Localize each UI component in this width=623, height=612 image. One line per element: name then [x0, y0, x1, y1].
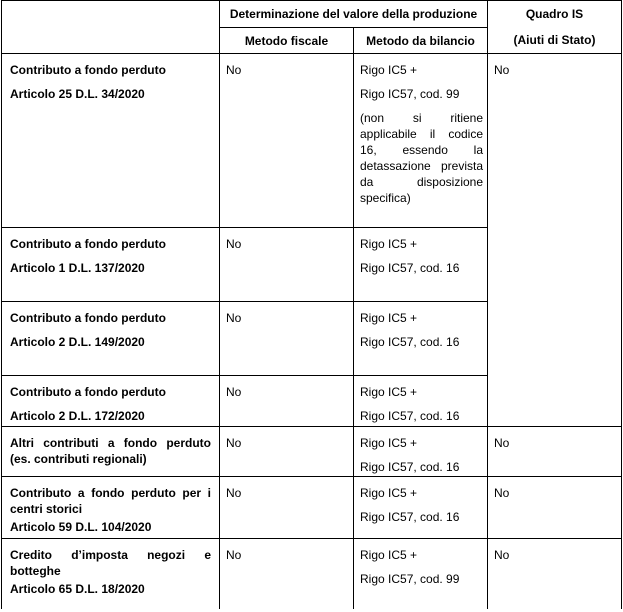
subject-cell — [2, 54, 220, 228]
header-quadro-line2: (Aiuti di Stato) — [488, 28, 622, 54]
bilancio-line1: Rigo IC5 + — [360, 548, 418, 562]
metodo-bilancio-cell — [354, 477, 488, 539]
bilancio-line2: Rigo IC57, cod. 16 — [360, 510, 460, 524]
subject-title: Contributo a fondo perduto — [10, 385, 166, 399]
metodo-fiscale-value: No — [226, 311, 242, 325]
header-metodo-fiscale: Metodo fiscale — [220, 28, 354, 54]
table-row — [2, 477, 622, 539]
subject-title: Contributo a fondo perduto — [10, 237, 166, 251]
quadro-is-value: No — [494, 436, 510, 450]
quadro-is-cell — [488, 54, 622, 427]
subject-law-ref: Articolo 59 D.L. 104/2020 — [10, 520, 152, 534]
header-metodo-bilancio: Metodo da bilancio — [354, 28, 488, 54]
header-quadro-line1: Quadro IS — [488, 1, 622, 28]
table-row — [2, 54, 622, 228]
metodo-fiscale-cell — [220, 477, 354, 539]
table-row — [2, 427, 622, 477]
bilancio-line1: Rigo IC5 + — [360, 486, 418, 500]
bilancio-line1: Rigo IC5 + — [360, 436, 418, 450]
quadro-is-cell — [488, 427, 622, 477]
metodo-bilancio-cell — [354, 376, 488, 427]
metodo-fiscale-value: No — [226, 63, 242, 77]
bilancio-line2: Rigo IC57, cod. 99 — [360, 572, 460, 586]
bilancio-line1: Rigo IC5 + — [360, 385, 418, 399]
subject-title: Altri contributi a fondo perduto (es. contributi regionali) — [10, 436, 211, 466]
bilancio-line1: Rigo IC5 + — [360, 237, 418, 251]
metodo-fiscale-value: No — [226, 385, 242, 399]
subject-title: Credito d’imposta negozi e botteghe — [10, 548, 211, 578]
subject-title: Contributo a fondo perduto — [10, 63, 166, 77]
subject-law-ref: Articolo 25 D.L. 34/2020 — [10, 87, 145, 101]
metodo-fiscale-cell — [220, 54, 354, 228]
metodo-fiscale-cell — [220, 427, 354, 477]
metodo-bilancio-cell — [354, 54, 488, 228]
bilancio-line2: Rigo IC57, cod. 16 — [360, 409, 460, 423]
subject-law-ref: Articolo 2 D.L. 149/2020 — [10, 335, 145, 349]
subject-cell — [2, 539, 220, 609]
quadro-is-value: No — [494, 63, 510, 77]
metodo-fiscale-cell — [220, 539, 354, 609]
metodo-bilancio-cell — [354, 539, 488, 609]
subject-title: Contributo a fondo perduto per i centri storici — [10, 486, 211, 516]
subject-title: Contributo a fondo perduto — [10, 311, 166, 325]
bilancio-line1: Rigo IC5 + — [360, 311, 418, 325]
metodo-fiscale-value: No — [226, 237, 242, 251]
bilancio-note: (non si ritiene applicabile il codice 16, essendo la detassazione prevista da disposizione specifica) — [360, 111, 484, 205]
subject-law-ref: Articolo 1 D.L. 137/2020 — [10, 261, 145, 275]
subject-cell — [2, 477, 220, 539]
quadro-is-cell — [488, 477, 622, 539]
subject-cell — [2, 302, 220, 376]
metodo-fiscale-cell — [220, 302, 354, 376]
quadro-is-cell — [488, 539, 622, 609]
subject-cell — [2, 427, 220, 477]
quadro-is-value: No — [494, 548, 510, 562]
subject-law-ref: Articolo 65 D.L. 18/2020 — [10, 582, 145, 596]
header-empty-cell — [2, 1, 220, 28]
subject-law-ref: Articolo 2 D.L. 172/2020 — [10, 409, 145, 423]
metodo-fiscale-value: No — [226, 548, 242, 562]
bilancio-line2: Rigo IC57, cod. 16 — [360, 261, 460, 275]
bilancio-line2: Rigo IC57, cod. 16 — [360, 335, 460, 349]
metodo-fiscale-cell — [220, 376, 354, 427]
subject-cell — [2, 376, 220, 427]
quadro-is-value: No — [494, 486, 510, 500]
metodo-bilancio-cell — [354, 427, 488, 477]
aid-classification-table — [1, 0, 622, 609]
bilancio-line1: Rigo IC5 + — [360, 63, 418, 77]
metodo-fiscale-value: No — [226, 486, 242, 500]
header-empty-cell — [2, 28, 220, 54]
metodo-bilancio-cell — [354, 302, 488, 376]
table-row — [2, 539, 622, 609]
bilancio-line2: Rigo IC57, cod. 16 — [360, 460, 460, 474]
header-group-label: Determinazione del valore della produzione — [220, 1, 488, 28]
metodo-fiscale-value: No — [226, 436, 242, 450]
subject-cell — [2, 228, 220, 302]
metodo-bilancio-cell — [354, 228, 488, 302]
bilancio-line2: Rigo IC57, cod. 99 — [360, 87, 460, 101]
metodo-fiscale-cell — [220, 228, 354, 302]
